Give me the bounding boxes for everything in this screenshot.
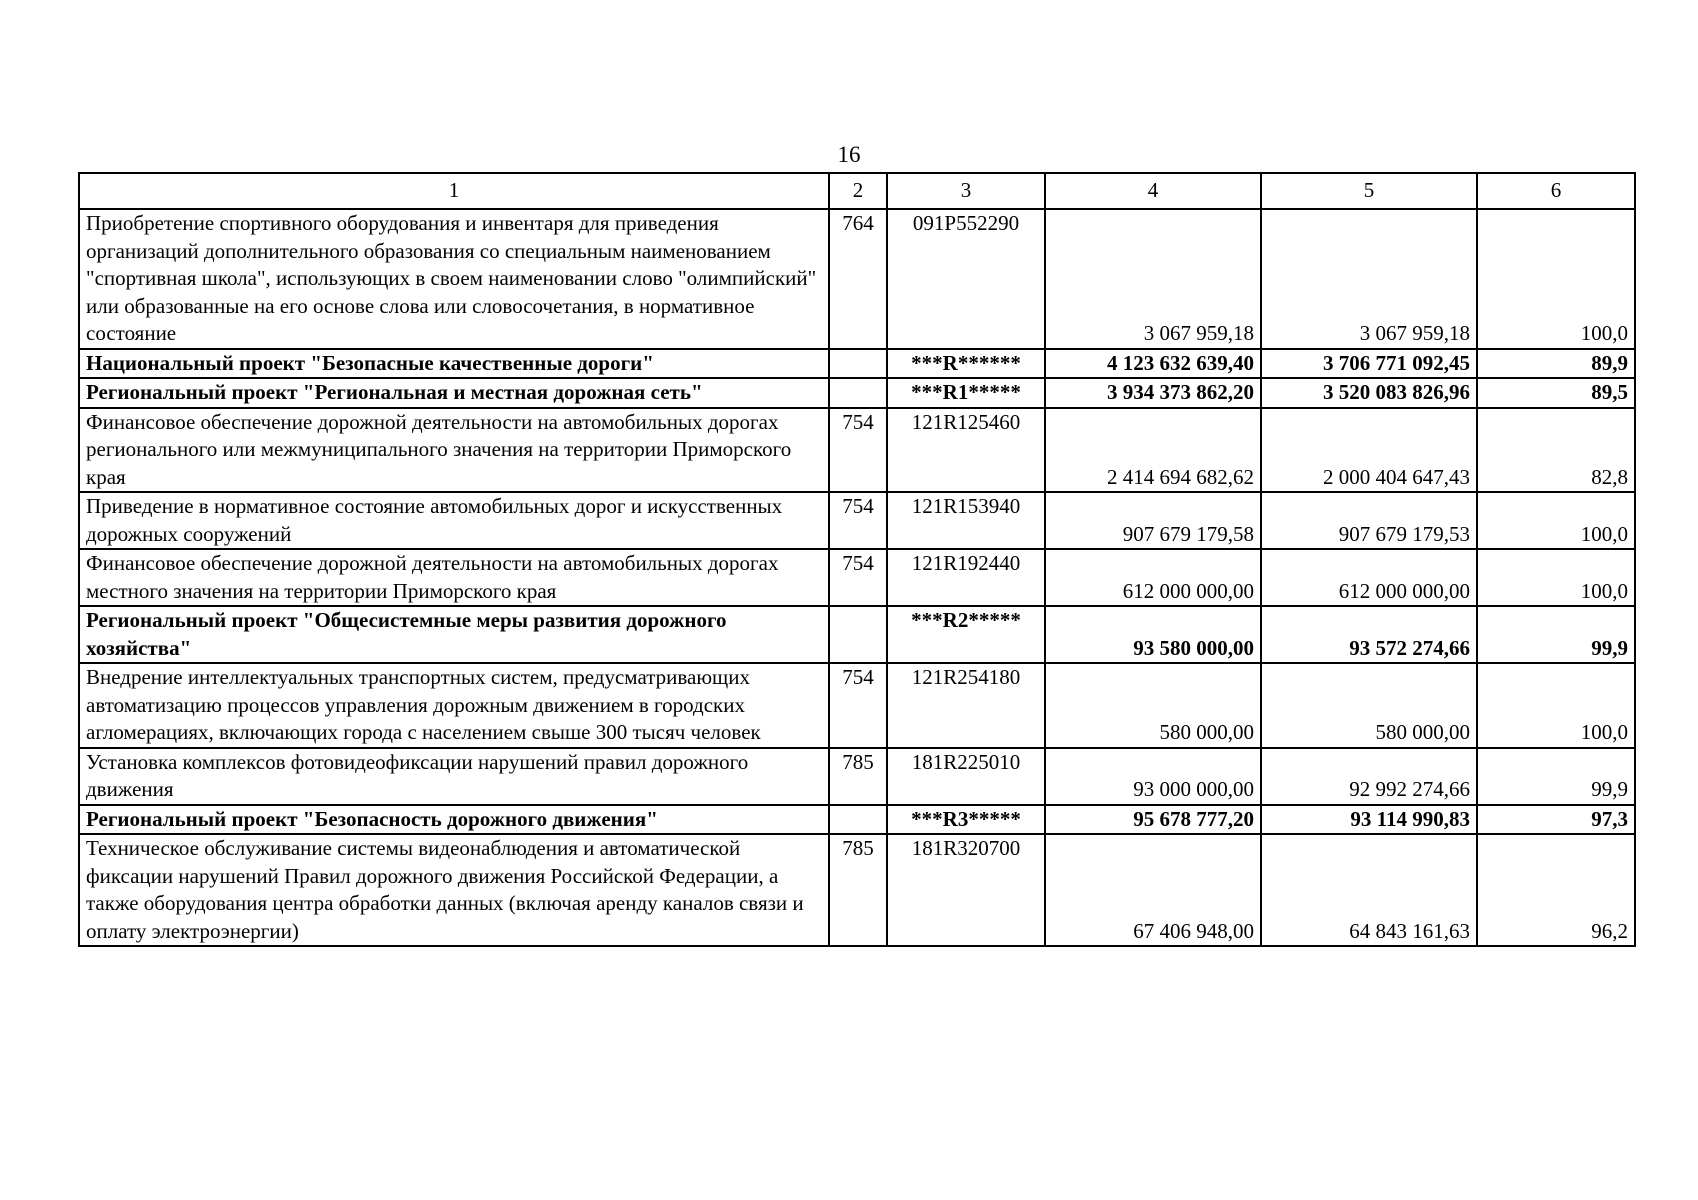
row-code-cell: 181R225010 [887,748,1045,805]
header-row [79,173,1635,209]
row-fact-cell: 92 992 274,66 [1261,748,1477,805]
table-row [79,349,1635,379]
row-name-cell: Финансовое обеспечение дорожной деятельности на автомобильных дорогах местного значения на территории Приморского края [79,549,829,606]
row-name-cell: Региональный проект "Общесистемные меры развития дорожного хозяйства" [79,606,829,663]
row-name-cell: Внедрение интеллектуальных транспортных систем, предусматривающих автоматизацию процессов управления дорожным движением в городских агломерациях, включающих города с населением свыше 300 тысяч человек [79,663,829,748]
row-fact-cell: 907 679 179,53 [1261,492,1477,549]
row-plan-cell: 3 934 373 862,20 [1045,378,1261,408]
row-name-cell: Установка комплексов фотовидеофиксации нарушений правил дорожного движения [79,748,829,805]
row-name-cell: Приведение в нормативное состояние автомобильных дорог и искусственных дорожных сооружений [79,492,829,549]
row-fact-cell: 93 114 990,83 [1261,805,1477,835]
row-grbs-cell: 764 [829,209,887,349]
header-cell-2: 2 [829,173,887,209]
row-fact-cell: 64 843 161,63 [1261,834,1477,946]
table-row [79,408,1635,493]
row-plan-cell: 95 678 777,20 [1045,805,1261,835]
row-percent-cell: 100,0 [1477,209,1635,349]
row-plan-cell: 3 067 959,18 [1045,209,1261,349]
row-fact-cell: 580 000,00 [1261,663,1477,748]
row-grbs-cell [829,349,887,379]
header-cell-4: 4 [1045,173,1261,209]
row-code-cell: 121R254180 [887,663,1045,748]
row-fact-cell: 3 520 083 826,96 [1261,378,1477,408]
row-grbs-cell: 785 [829,834,887,946]
row-name-cell: Финансовое обеспечение дорожной деятельности на автомобильных дорогах регионального или межмуниципального значения на территории Приморского края [79,408,829,493]
row-name-cell: Национальный проект "Безопасные качественные дороги" [79,349,829,379]
table-row [79,606,1635,663]
row-percent-cell: 100,0 [1477,492,1635,549]
row-plan-cell: 93 580 000,00 [1045,606,1261,663]
header-cell-3: 3 [887,173,1045,209]
table-row [79,549,1635,606]
row-name-cell: Региональный проект "Региональная и местная дорожная сеть" [79,378,829,408]
row-plan-cell: 93 000 000,00 [1045,748,1261,805]
row-grbs-cell [829,805,887,835]
table-row [79,378,1635,408]
row-plan-cell: 580 000,00 [1045,663,1261,748]
row-percent-cell: 99,9 [1477,606,1635,663]
row-fact-cell: 93 572 274,66 [1261,606,1477,663]
row-code-cell: ***R1***** [887,378,1045,408]
page-number: 16 [837,142,861,167]
table-row [79,492,1635,549]
row-grbs-cell: 754 [829,492,887,549]
row-code-cell: 181R320700 [887,834,1045,946]
row-grbs-cell: 754 [829,663,887,748]
row-code-cell: ***R3***** [887,805,1045,835]
row-percent-cell: 99,9 [1477,748,1635,805]
row-code-cell: ***R****** [887,349,1045,379]
header-cell-6: 6 [1477,173,1635,209]
header-cell-1: 1 [79,173,829,209]
row-fact-cell: 2 000 404 647,43 [1261,408,1477,493]
table-row [79,663,1635,748]
row-grbs-cell: 785 [829,748,887,805]
row-fact-cell: 3 067 959,18 [1261,209,1477,349]
row-plan-cell: 907 679 179,58 [1045,492,1261,549]
row-code-cell: 121R125460 [887,408,1045,493]
row-grbs-cell: 754 [829,408,887,493]
row-fact-cell: 3 706 771 092,45 [1261,349,1477,379]
row-percent-cell: 82,8 [1477,408,1635,493]
row-name-cell: Техническое обслуживание системы видеонаблюдения и автоматической фиксации нарушений Правил дорожного движения Российской Федерации, а также оборудования центра обработки данных (включая аренду каналов связи и оплату электроэнергии) [79,834,829,946]
row-code-cell: 121R192440 [887,549,1045,606]
table-row [79,209,1635,349]
row-grbs-cell: 754 [829,549,887,606]
row-plan-cell: 2 414 694 682,62 [1045,408,1261,493]
table-row [79,834,1635,946]
row-percent-cell: 97,3 [1477,805,1635,835]
row-code-cell: ***R2***** [887,606,1045,663]
row-percent-cell: 100,0 [1477,663,1635,748]
row-fact-cell: 612 000 000,00 [1261,549,1477,606]
header-cell-5: 5 [1261,173,1477,209]
row-percent-cell: 96,2 [1477,834,1635,946]
row-code-cell: 121R153940 [887,492,1045,549]
row-code-cell: 091P552290 [887,209,1045,349]
row-name-cell: Приобретение спортивного оборудования и инвентаря для приведения организаций дополнительного образования со специальным наименованием "спортивная школа", использующих в своем наименовании слово "олимпийский" или образованные на его основе слова или словосочетания, в нормативное состояние [79,209,829,349]
row-plan-cell: 612 000 000,00 [1045,549,1261,606]
row-percent-cell: 89,5 [1477,378,1635,408]
row-percent-cell: 100,0 [1477,549,1635,606]
row-plan-cell: 4 123 632 639,40 [1045,349,1261,379]
table-row [79,805,1635,835]
row-name-cell: Региональный проект "Безопасность дорожного движения" [79,805,829,835]
row-grbs-cell [829,378,887,408]
budget-table [78,172,1636,947]
row-plan-cell: 67 406 948,00 [1045,834,1261,946]
row-grbs-cell [829,606,887,663]
row-percent-cell: 89,9 [1477,349,1635,379]
table-row [79,748,1635,805]
